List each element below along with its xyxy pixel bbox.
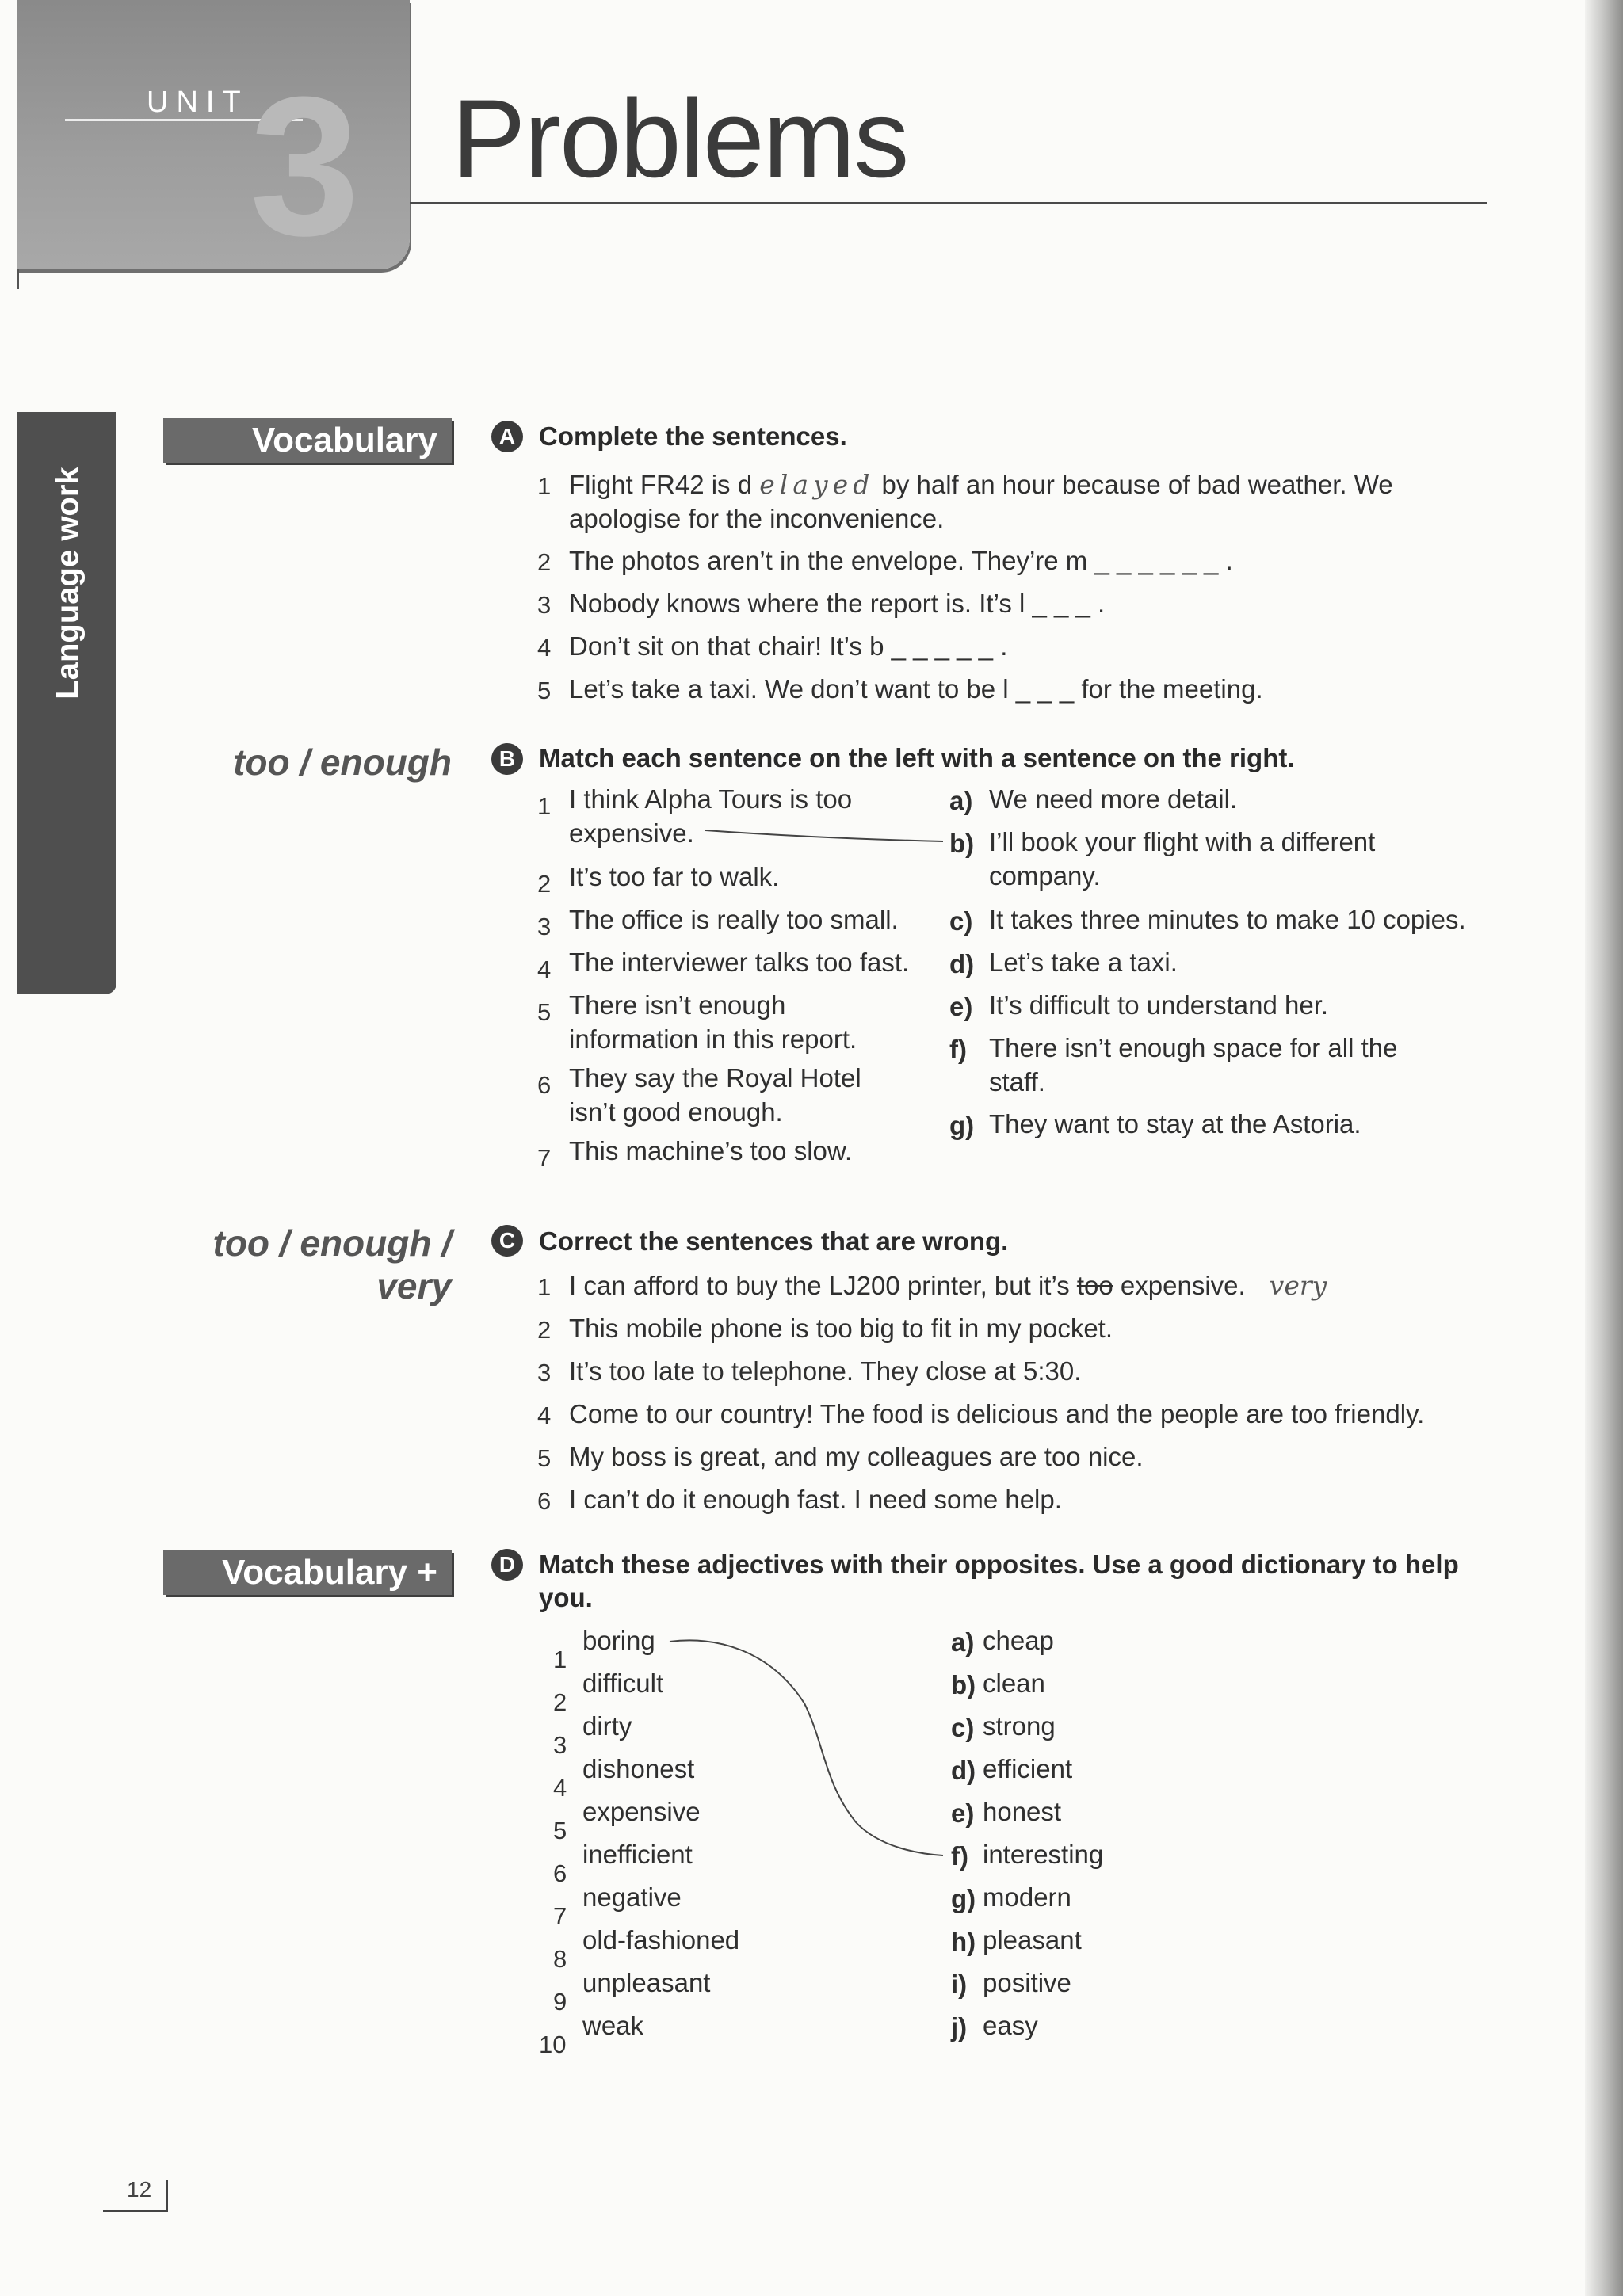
item-text: I can’t do it enough fast. I need some help. xyxy=(569,1485,1062,1514)
item-number: 3 xyxy=(537,913,552,940)
item-number: 4 xyxy=(553,1774,567,1802)
item-number: 5 xyxy=(537,677,552,704)
section-a-instruction: Complete the sentences. xyxy=(539,421,847,451)
section-d-instruction-line1: Match these adjectives with their opposites. Use a good dictionary to help xyxy=(539,1550,1459,1579)
item-text: positive xyxy=(983,1968,1071,1997)
answer-line-d xyxy=(666,1632,951,1862)
item-letter: b) xyxy=(951,1670,976,1699)
item-number: 2 xyxy=(537,870,552,898)
unit-label: UNIT xyxy=(147,86,249,119)
item-number: 4 xyxy=(537,634,552,662)
item-number: 4 xyxy=(537,1402,552,1429)
item-text: expensive xyxy=(582,1797,701,1826)
item-text: clean xyxy=(983,1669,1045,1698)
item-text: expensive. xyxy=(1113,1271,1246,1300)
item-letter: c) xyxy=(949,906,973,936)
item-text: interesting xyxy=(983,1840,1104,1869)
section-c-instruction: Correct the sentences that are wrong. xyxy=(539,1226,1009,1256)
item-letter: g) xyxy=(951,1884,976,1913)
handwritten-answer: elayed xyxy=(759,469,875,500)
item-number: 7 xyxy=(537,1144,552,1172)
item-letter: b) xyxy=(949,829,975,858)
item-text: I think Alpha Tours is too xyxy=(569,784,853,814)
item-text: dishonest xyxy=(582,1754,695,1783)
item-text: There isn’t enough space for all the xyxy=(989,1033,1398,1062)
item-text: modern xyxy=(983,1882,1071,1912)
item-number: 6 xyxy=(553,1859,567,1887)
page-title: Problems xyxy=(452,76,908,200)
item-text: Don’t sit on that chair! It’s b _ _ _ _ _ . xyxy=(569,631,1008,661)
item-number: 6 xyxy=(537,1071,552,1099)
item-letter: c) xyxy=(951,1713,975,1742)
item-text: boring xyxy=(582,1626,655,1655)
handwritten-correction: very xyxy=(1269,1270,1327,1301)
item-letter: d) xyxy=(949,949,975,978)
item-text: We need more detail. xyxy=(989,784,1238,814)
item-text: apologise for the inconvenience. xyxy=(569,504,945,533)
item-number: 1 xyxy=(553,1646,567,1673)
item-text: information in this report. xyxy=(569,1024,857,1054)
page-edge-shadow xyxy=(1585,0,1623,2296)
item-letter: j) xyxy=(951,2012,968,2042)
item-text: Come to our country! The food is delicious and the people are too friendly. xyxy=(569,1399,1425,1428)
item-number: 5 xyxy=(553,1817,567,1844)
item-number: 2 xyxy=(537,1316,552,1344)
item-text: dirty xyxy=(582,1711,632,1741)
item-number: 4 xyxy=(537,955,552,983)
section-c-marker: C xyxy=(491,1225,523,1257)
item-text: They say the Royal Hotel xyxy=(569,1063,861,1093)
item-number: 2 xyxy=(537,548,552,576)
item-number: 1 xyxy=(537,1273,552,1301)
item-text: pleasant xyxy=(983,1925,1082,1955)
exercise-item xyxy=(569,468,1393,502)
item-text: weak xyxy=(582,2011,644,2040)
item-number: 6 xyxy=(537,1487,552,1515)
page-number-bracket xyxy=(166,2180,168,2212)
item-letter: e) xyxy=(951,1798,975,1828)
section-c-heading-line1: too / enough / xyxy=(212,1222,452,1264)
item-text: difficult xyxy=(582,1669,664,1698)
section-b-heading: too / enough xyxy=(233,742,452,783)
section-d-marker: D xyxy=(491,1549,523,1581)
item-text: efficient xyxy=(983,1754,1073,1783)
item-text: expensive. xyxy=(569,818,694,848)
item-number: 1 xyxy=(537,472,552,500)
item-text: There isn’t enough xyxy=(569,990,786,1020)
item-text: The interviewer talks too fast. xyxy=(569,948,910,977)
section-d-heading: Vocabulary + xyxy=(163,1550,452,1595)
exercise-item xyxy=(569,1269,1327,1302)
item-text: staff. xyxy=(989,1067,1045,1097)
item-text: negative xyxy=(582,1882,682,1912)
item-number: 1 xyxy=(537,792,552,820)
item-letter: i) xyxy=(951,1970,968,1999)
item-number: 3 xyxy=(537,591,552,619)
section-a-heading: Vocabulary xyxy=(163,418,452,463)
item-text: honest xyxy=(983,1797,1062,1826)
item-number: 3 xyxy=(537,1359,552,1386)
item-text: cheap xyxy=(983,1626,1054,1655)
item-number: 7 xyxy=(553,1902,567,1930)
section-c-heading-line2: very xyxy=(376,1265,452,1306)
item-text: This machine’s too slow. xyxy=(569,1136,853,1165)
item-text: I’ll book your flight with a different xyxy=(989,827,1376,856)
item-letter: d) xyxy=(951,1756,976,1785)
item-text: The office is really too small. xyxy=(569,905,899,934)
item-letter: e) xyxy=(949,992,973,1021)
answer-line-b xyxy=(697,824,951,848)
item-text: Let’s take a taxi. We don’t want to be l _ _ _ for the meeting. xyxy=(569,674,1263,704)
item-letter: a) xyxy=(951,1627,975,1657)
title-rule xyxy=(410,202,1487,204)
section-b-marker: B xyxy=(491,743,523,775)
item-number: 9 xyxy=(553,1988,567,2016)
item-number: 5 xyxy=(537,1444,552,1472)
item-text: It’s too late to telephone. They close at 5:30. xyxy=(569,1356,1082,1386)
item-text: strong xyxy=(983,1711,1056,1741)
item-text: company. xyxy=(989,861,1101,891)
item-text: My boss is great, and my colleagues are too nice. xyxy=(569,1442,1144,1471)
item-letter: f) xyxy=(951,1841,968,1871)
item-text: isn’t good enough. xyxy=(569,1097,783,1127)
item-letter: g) xyxy=(949,1111,975,1140)
unit-number: 3 xyxy=(250,55,361,277)
item-number: 3 xyxy=(553,1731,567,1759)
item-number: 10 xyxy=(539,2031,567,2058)
side-tab-label: Language work xyxy=(50,467,86,700)
section-a-marker: A xyxy=(491,421,523,452)
section-b-instruction: Match each sentence on the left with a sentence on the right. xyxy=(539,743,1295,772)
item-number: 5 xyxy=(537,998,552,1026)
item-text: It’s difficult to understand her. xyxy=(989,990,1329,1020)
item-number: 8 xyxy=(553,1945,567,1973)
item-text: Let’s take a taxi. xyxy=(989,948,1178,977)
item-letter: f) xyxy=(949,1035,967,1064)
page-number: 12 xyxy=(127,2177,152,2202)
item-text: easy xyxy=(983,2011,1038,2040)
item-text: They want to stay at the Astoria. xyxy=(989,1109,1361,1138)
item-text: old-fashioned xyxy=(582,1925,740,1955)
item-text: inefficient xyxy=(582,1840,693,1869)
struck-word: too xyxy=(1076,1271,1113,1300)
item-text: unpleasant xyxy=(582,1968,711,1997)
item-text: Flight FR42 is d xyxy=(569,470,753,499)
item-letter: h) xyxy=(951,1927,976,1956)
item-text: The photos aren’t in the envelope. They’re m _ _ _ _ _ _ . xyxy=(569,546,1233,575)
page-number-rule xyxy=(103,2210,166,2212)
item-text: I can afford to buy the LJ200 printer, but it’s xyxy=(569,1271,1077,1300)
item-number: 2 xyxy=(553,1688,567,1716)
item-text: It’s too far to walk. xyxy=(569,862,780,891)
item-text: Nobody knows where the report is. It’s l _ _ _ . xyxy=(569,589,1106,618)
section-d-instruction-line2: you. xyxy=(539,1583,593,1612)
item-text: This mobile phone is too big to fit in my pocket. xyxy=(569,1314,1113,1343)
item-letter: a) xyxy=(949,786,973,815)
item-text: by half an hour because of bad weather. We xyxy=(881,470,1393,499)
item-text: It takes three minutes to make 10 copies. xyxy=(989,905,1466,934)
